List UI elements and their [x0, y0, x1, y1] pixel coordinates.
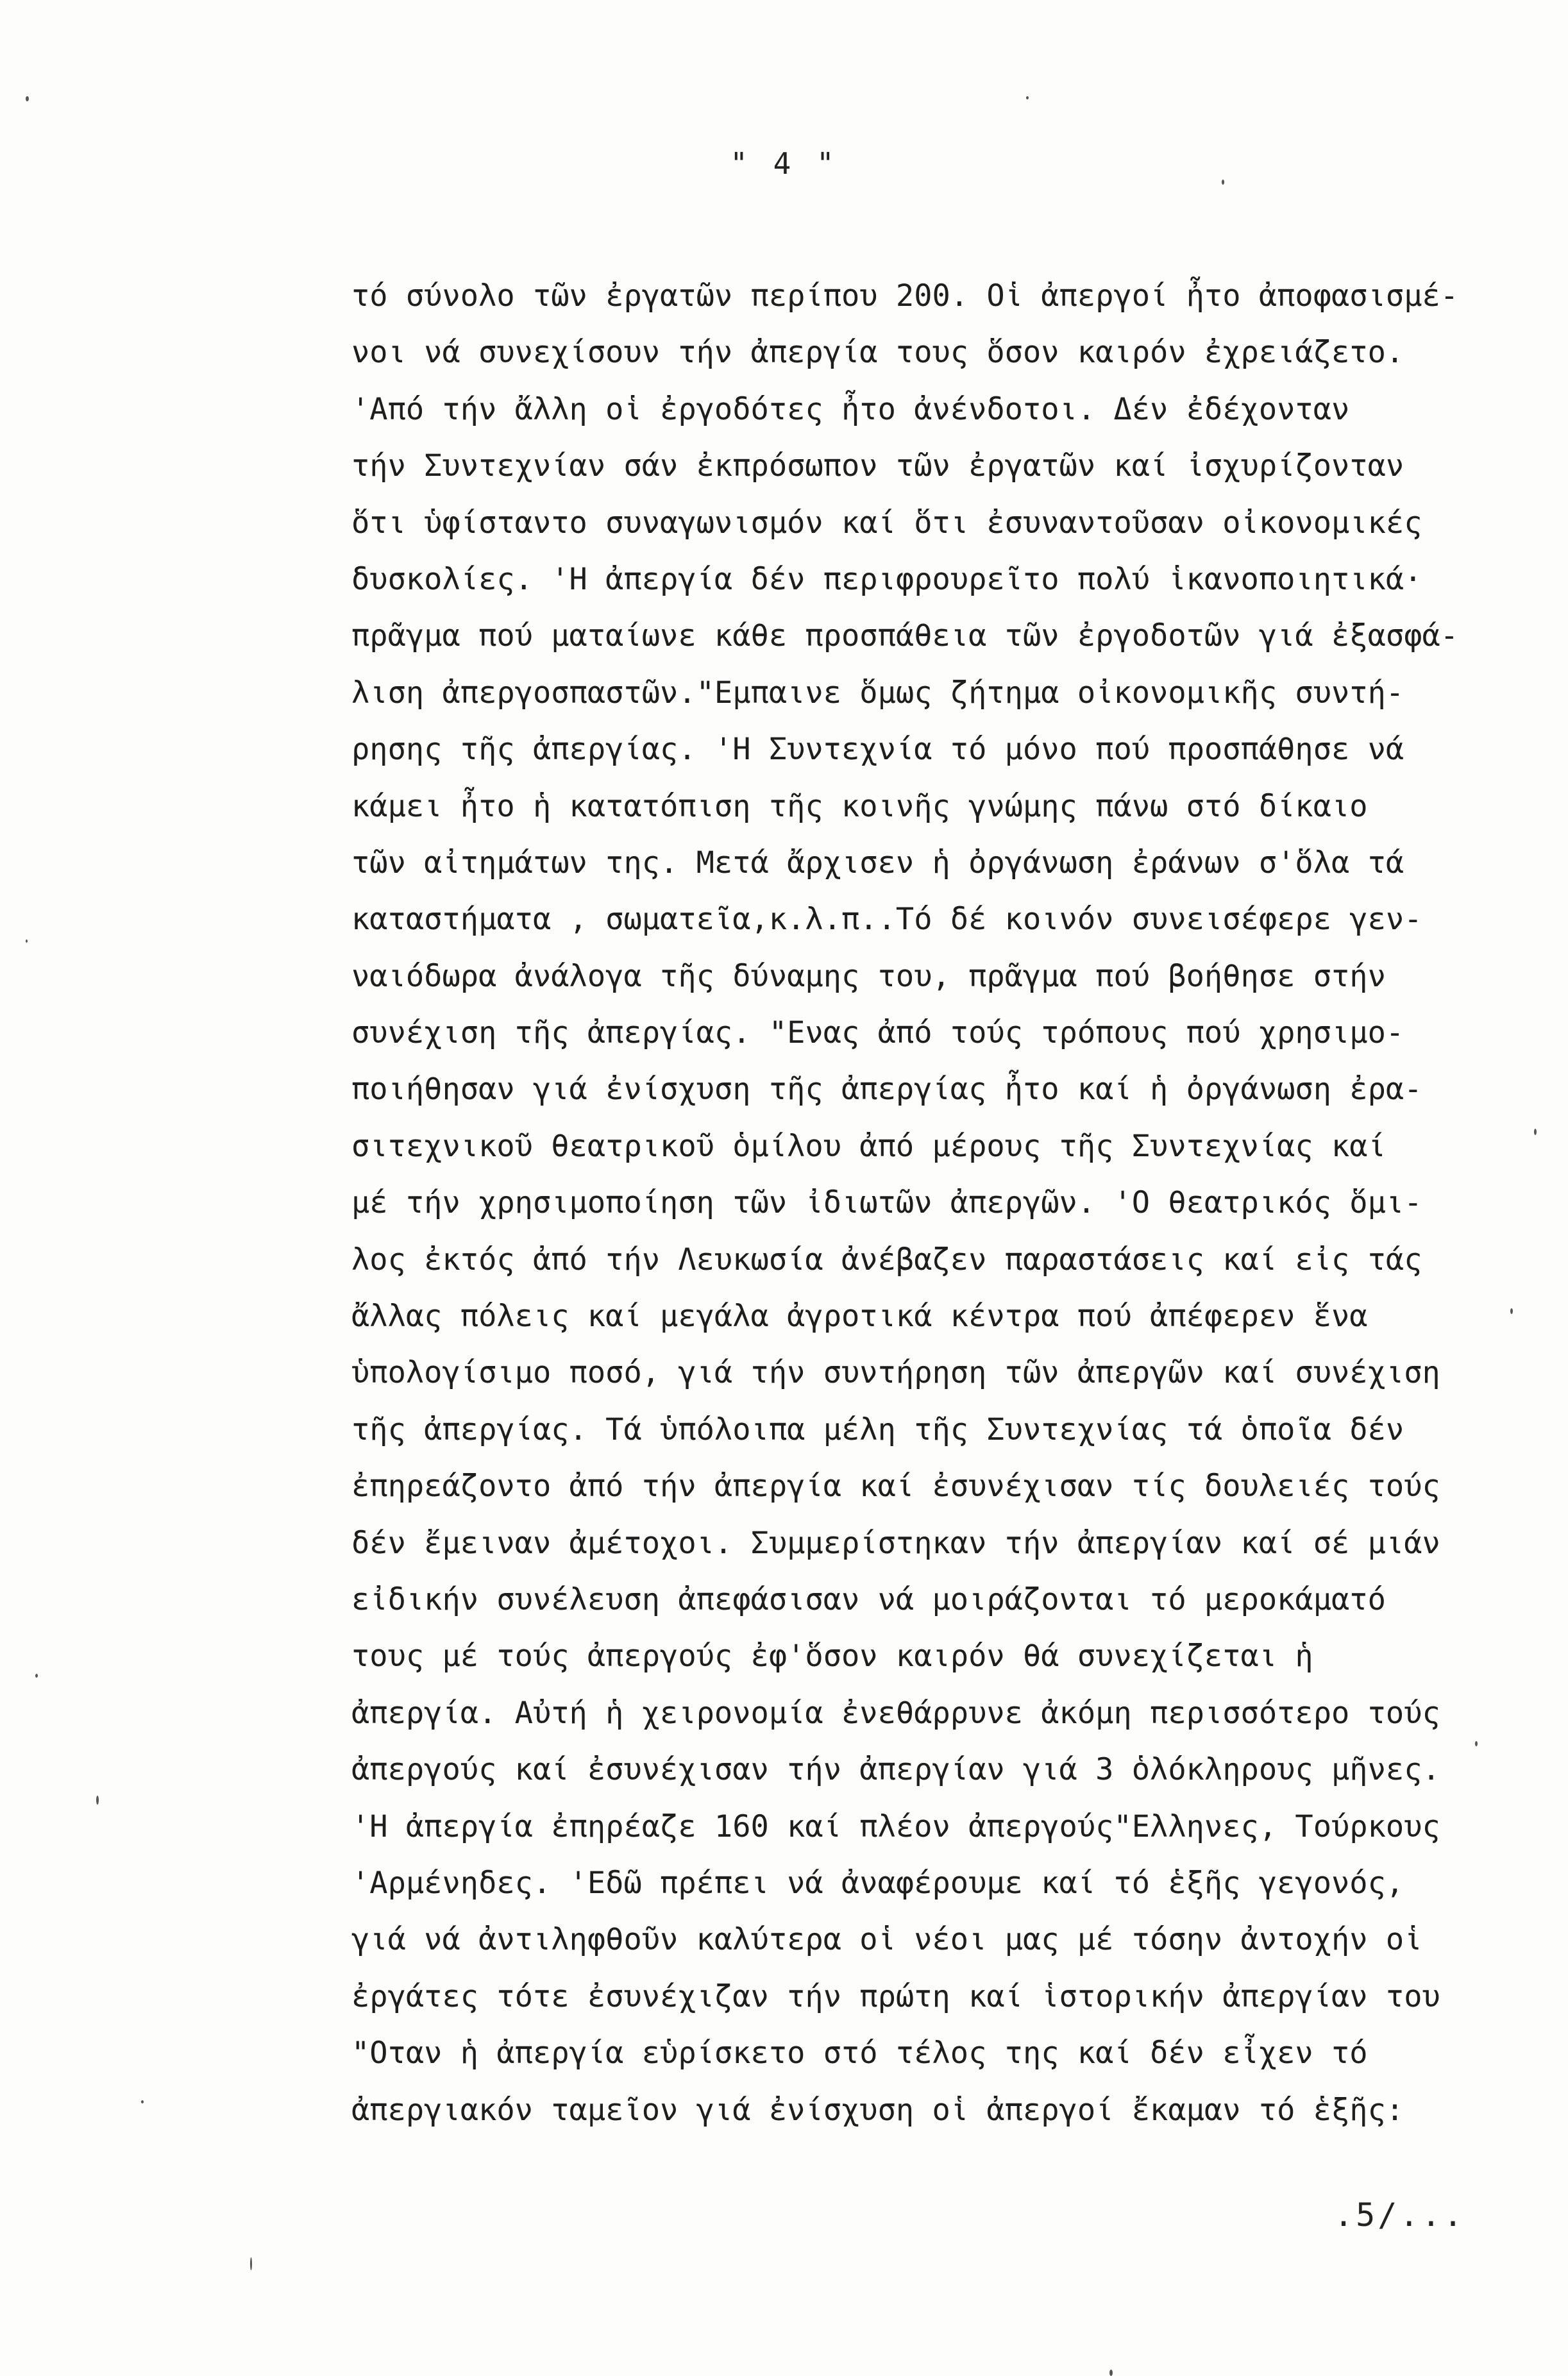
- text-line: ἐργάτες τότε ἐσυνέχιζαν τήν πρώτη καί ἱστορικήν ἀπεργίαν του: [351, 1978, 1440, 2014]
- text-line: λος ἐκτός ἀπό τήν Λευκωσία ἀνέβαζεν παραστάσεις καί εἰς τάς: [351, 1242, 1422, 1277]
- scan-speck: [96, 1796, 99, 1805]
- text-line: ὅτι ὑφίσταντο συναγωνισμόν καί ὅτι ἐσυναντοῦσαν οἰκονομικές: [351, 505, 1422, 541]
- scan-speck: [141, 2100, 144, 2103]
- text-line: τήν Συντεχνίαν σάν ἐκπρόσωπον τῶν ἐργατῶν καί ἰσχυρίζονταν: [351, 448, 1404, 484]
- text-line: τῆς ἀπεργίας. Τά ὑπόλοιπα μέλη τῆς Συντεχνίας τά ὁποῖα δέν: [351, 1411, 1404, 1447]
- text-line: ποιήθησαν γιά ἐνίσχυση τῆς ἀπεργίας ἦτο καί ἡ ὀργάνωση ἐρα-: [351, 1072, 1422, 1108]
- scan-speck: [1109, 2370, 1113, 2376]
- scan-speck: [26, 96, 29, 101]
- text-line: "Οταν ἡ ἀπεργία εὑρίσκετο στό τέλος της καί δέν εἶχεν τό: [351, 2035, 1368, 2071]
- text-line: κάμει ἦτο ἡ κατατόπιση τῆς κοινῆς γνώμης πάνω στό δίκαιο: [351, 788, 1368, 824]
- text-line: νοι νά συνεχίσουν τήν ἀπεργία τους ὅσον καιρόν ἐχρειάζετο.: [351, 335, 1404, 371]
- text-line: ὑπολογίσιμο ποσό, γιά τήν συντήρηση τῶν ἀπεργῶν καί συνέχιση: [351, 1355, 1440, 1391]
- text-line: καταστήματα , σωματεῖα,κ.λ.π..Τό δέ κοινόν συνεισέφερε γεν-: [351, 902, 1422, 938]
- body-text: [351, 268, 1544, 2139]
- text-line: 'Η ἀπεργία ἐπηρέαζε 160 καί πλέον ἀπεργούς"Ελληνες, Τούρκους: [351, 1808, 1440, 1844]
- text-line: δυσκολίες. 'Η ἀπεργία δέν περιφρουρεῖτο πολύ ἱκανοποιητικά·: [351, 561, 1422, 597]
- text-line: λιση ἀπεργοσπαστῶν."Εμπαινε ὅμως ζήτημα οἰκονομικῆς συντή-: [351, 675, 1404, 711]
- text-line: τῶν αἰτημάτων της. Μετά ἄρχισεν ἡ ὀργάνωση ἐράνων σ'ὅλα τά: [351, 845, 1404, 880]
- text-line: γιά νά ἀντιληφθοῦν καλύτερα οἱ νέοι μας μέ τόσην ἀντοχήν οἱ: [351, 1922, 1422, 1958]
- scan-speck: [26, 939, 28, 943]
- scan-speck: [1475, 1741, 1478, 1746]
- continuation-marker: .5/...: [1334, 2196, 1465, 2234]
- text-line: τους μέ τούς ἀπεργούς ἐφ'ὅσον καιρόν θά συνεχίζεται ἡ: [351, 1639, 1313, 1674]
- scan-speck: [250, 2257, 252, 2270]
- scan-speck: [1222, 180, 1224, 185]
- text-line: εἰδικήν συνέλευση ἀπεφάσισαν νά μοιράζονται τό μεροκάματό: [351, 1581, 1386, 1617]
- text-line: 'Από τήν ἄλλη οἱ ἐργοδότες ἦτο ἀνένδοτοι. Δέν ἐδέχονταν: [351, 391, 1350, 427]
- text-line: ρησης τῆς ἀπεργίας. 'Η Συντεχνία τό μόνο πού προσπάθησε νά: [351, 732, 1404, 768]
- text-line: πρᾶγμα πού ματαίωνε κάθε προσπάθεια τῶν ἐργοδοτῶν γιά ἐξασφά-: [351, 618, 1459, 654]
- scan-speck: [35, 1674, 38, 1678]
- text-line: ἀπεργιακόν ταμεῖον γιά ἐνίσχυση οἱ ἀπεργοί ἔκαμαν τό ἑξῆς:: [351, 2092, 1404, 2128]
- text-line: ἄλλας πόλεις καί μεγάλα ἀγροτικά κέντρα πού ἀπέφερεν ἕνα: [351, 1299, 1368, 1335]
- text-line: δέν ἔμειναν ἀμέτοχοι. Συμμερίστηκαν τήν ἀπεργίαν καί σέ μιάν: [351, 1525, 1440, 1561]
- scan-speck: [1026, 96, 1029, 99]
- text-line: συνέχιση τῆς ἀπεργίας. "Ενας ἀπό τούς τρόπους πού χρησιμο-: [351, 1015, 1404, 1051]
- scan-speck: [1534, 1129, 1537, 1135]
- text-line: ἐπηρεάζοντο ἀπό τήν ἀπεργία καί ἐσυνέχισαν τίς δουλειές τούς: [351, 1469, 1440, 1504]
- text-line: σιτεχνικοῦ θεατρικοῦ ὁμίλου ἀπό μέρους τῆς Συντεχνίας καί: [351, 1128, 1386, 1164]
- text-line: ἀπεργία. Αὐτή ἡ χειρονομία ἐνεθάρρυνε ἀκόμη περισσότερο τούς: [351, 1695, 1440, 1731]
- text-line: ἀπεργούς καί ἐσυνέχισαν τήν ἀπεργίαν γιά 3 ὁλόκληρους μῆνες.: [351, 1752, 1440, 1788]
- page-number: " 4 ": [730, 146, 838, 181]
- text-line: τό σύνολο τῶν ἐργατῶν περίπου 200. Οἱ ἀπεργοί ἦτο ἀποφασισμέ-: [351, 278, 1459, 314]
- text-line: ναιόδωρα ἀνάλογα τῆς δύναμης του, πρᾶγμα πού βοήθησε στήν: [351, 958, 1386, 994]
- text-line: 'Αρμένηδες. 'Εδῶ πρέπει νά ἀναφέρουμε καί τό ἑξῆς γεγονός,: [351, 1865, 1404, 1901]
- text-line: μέ τήν χρησιμοποίηση τῶν ἰδιωτῶν ἀπεργῶν. 'Ο θεατρικός ὅμι-: [351, 1185, 1422, 1221]
- scan-speck: [1510, 1308, 1513, 1314]
